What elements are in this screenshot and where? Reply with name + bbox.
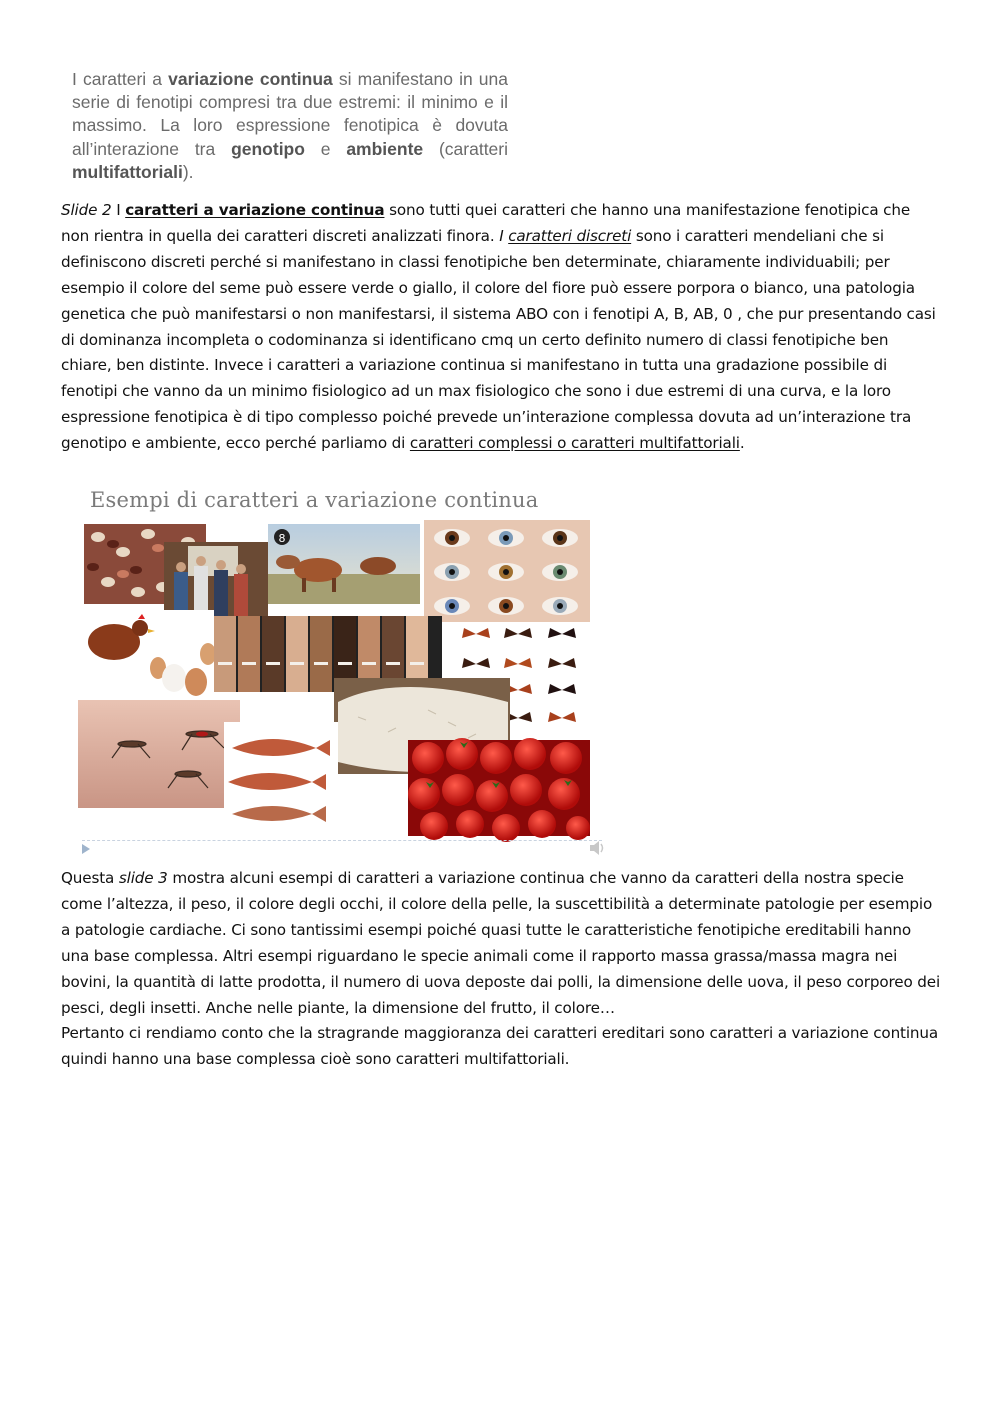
body-text: Pertanto ci rendiamo conto che la stragrande maggioranza dei caratteri ereditari sono caratteri a variazione continua quindi hanno una base complessa cioè sono caratteri multifattoriali. <box>61 1024 939 1069</box>
excerpt-bold: ambiente <box>346 138 424 159</box>
mosquitoes-on-skin-image <box>78 700 240 808</box>
eyes-image <box>424 520 590 622</box>
slide2-excerpt <box>72 68 508 184</box>
excerpt-bold: genotipo <box>231 138 305 159</box>
slide-number-badge: 8 <box>278 532 286 545</box>
cattle-image <box>268 524 420 604</box>
excerpt-text: si manifestano in una serie di fenotipi compresi tra due estremi: il minimo e il massimo. La loro espressione fenotipica è dovuta all’interazione tra <box>72 69 508 159</box>
term-multifactorial: caratteri complessi o caratteri multifattoriali <box>409 434 740 453</box>
slide-reference: Slide 2 <box>61 201 112 219</box>
excerpt-bold: variazione continua <box>168 69 333 89</box>
slide-reference: slide 3 <box>118 869 168 887</box>
excerpt-text: (caratteri <box>423 138 508 159</box>
collage-images <box>78 482 608 860</box>
paragraph-slide3 <box>61 866 941 1073</box>
body-text: sono tutti quei caratteri che hanno una manifestazione fenotipica che non rientra in quella dei caratteri discreti analizzati finora. <box>61 201 911 245</box>
play-icon[interactable] <box>82 844 90 854</box>
tomatoes-image <box>408 738 590 842</box>
excerpt-text: e <box>304 138 347 159</box>
term-continuous: caratteri a variazione continua <box>125 201 385 219</box>
body-text-italic: I <box>499 226 509 245</box>
excerpt-text: ). <box>182 161 194 182</box>
excerpt-text: I caratteri a <box>72 69 169 89</box>
slide3-collage <box>78 482 608 860</box>
body-text: . <box>739 434 745 453</box>
body-text: mostra alcuni esempi di caratteri a variazione continua che vanno da caratteri della nostra specie come l’altezza, il peso, il colore degli occhi, il colore della pelle, la suscettibilità a determinate patologie per esempio a patologie cardiache. Ci sono tantissimi esempi poiché quasi tutte le caratteristiche fenotipiche ereditabili hanno una base complessa. Altri esempi riguardano le specie animali come il rapporto massa grassa/massa magra nei bovini, la quantità di latte prodotta, il numero di uova deposte dai polli, la dimensione delle uova, il peso corporeo dei pesci, degli insetti. Anche nelle piante, la dimensione del frutto, il colore… <box>61 869 941 1017</box>
slide-progress-bar <box>82 840 602 841</box>
slide3-title: Esempi di caratteri a variazione continua <box>90 488 539 512</box>
paragraph-slide2 <box>61 198 941 457</box>
body-text: sono i caratteri mendeliani che si definiscono discreti perché si manifestano in classi fenotipiche ben determinate, chiaramente individuabili; per esempio il colore del seme può essere verde o giallo, il colore del fiore può essere porpora o bianco, una patologia genetica che può manifestarsi o non manifestarsi, il sistema ABO con i fenotipi A, B, AB, 0 , che pur presentando casi di dominanza incompleta o codominanza si identificano cmq un certo definito numero di classi fenotipiche ben chiare, ben distinte. Invece i caratteri a variazione continua si manifestano in tutta una gradazione possibile di fenotipi che vanno da un minimo fisiologico ad un max fisiologico che sono i due estremi di una curva, e la loro espressione fenotipica è di tipo complesso poiché prevede un’interazione complessa dovuta ad un’interazione tra genotipo e ambiente, ecco perché parliamo di <box>61 226 936 453</box>
body-text: I <box>111 201 126 219</box>
speaker-icon[interactable] <box>588 840 606 856</box>
fish-image <box>224 722 338 832</box>
excerpt-bold: multifattoriali <box>72 161 183 182</box>
body-text: Questa <box>61 869 119 887</box>
hen-eggs-image <box>78 610 216 700</box>
term-discrete: caratteri discreti <box>508 226 632 245</box>
